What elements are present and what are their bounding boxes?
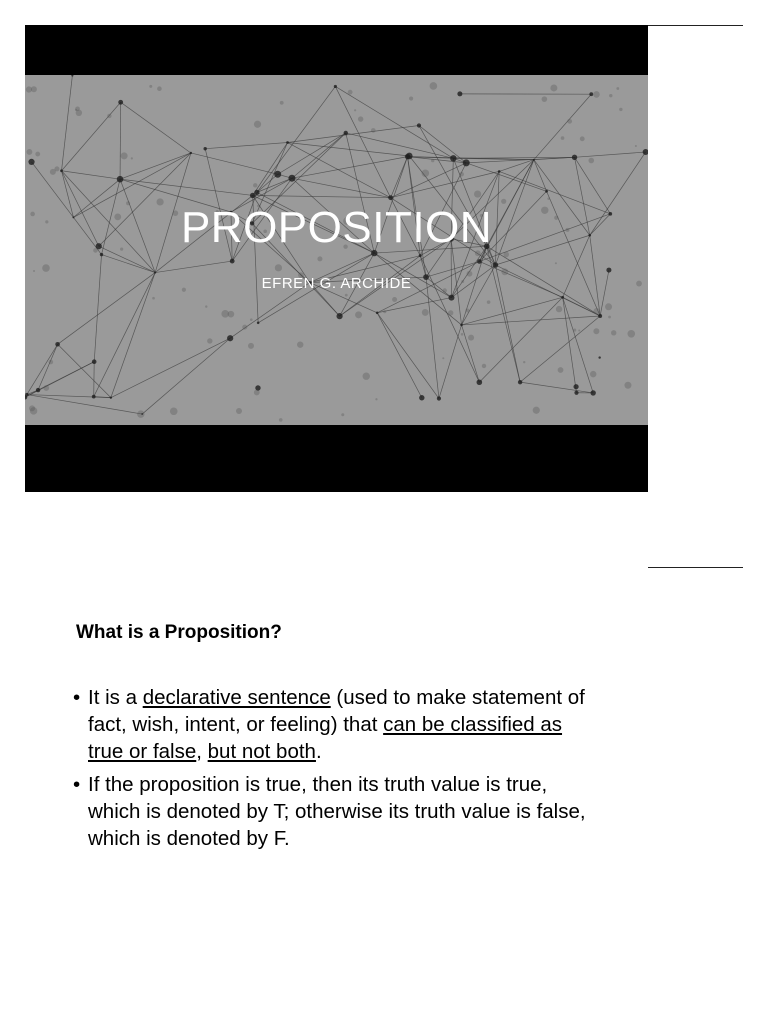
network-edge: [288, 125, 419, 142]
network-dust: [474, 190, 481, 197]
network-dust: [487, 300, 491, 304]
network-dust: [422, 169, 430, 177]
network-node: [336, 313, 342, 319]
network-edge: [377, 313, 439, 399]
notes-line-second: [648, 567, 743, 568]
network-node: [250, 193, 255, 198]
network-node: [561, 296, 564, 299]
network-node: [110, 396, 112, 398]
network-dust: [205, 305, 207, 307]
network-edge: [62, 171, 121, 179]
network-edge: [534, 160, 547, 192]
network-edge: [487, 246, 520, 382]
network-node: [100, 253, 103, 256]
network-node: [36, 388, 40, 392]
network-dust: [35, 152, 40, 157]
network-dust: [590, 371, 596, 377]
network-dust: [33, 270, 35, 272]
network-dust: [533, 407, 540, 414]
slide-subtitle: EFREN G. ARCHIDE: [261, 275, 412, 292]
network-node: [190, 152, 192, 154]
network-dust: [31, 86, 37, 92]
network-edge: [142, 338, 230, 414]
network-node: [460, 324, 463, 327]
network-node: [417, 123, 421, 127]
network-dust: [448, 310, 453, 315]
network-dust: [30, 407, 37, 414]
network-dust: [605, 303, 612, 310]
network-node: [92, 395, 96, 399]
network-node: [286, 141, 289, 144]
network-dust: [375, 398, 377, 400]
network-dust: [317, 256, 322, 261]
network-dust: [611, 330, 616, 335]
network-node: [574, 391, 578, 395]
network-dust: [392, 297, 397, 302]
network-dust: [461, 333, 464, 336]
network-dust: [550, 84, 557, 91]
network-edge: [120, 179, 253, 195]
network-edge: [534, 94, 591, 159]
network-node: [498, 170, 501, 173]
network-edge: [94, 255, 101, 362]
network-dust: [542, 96, 548, 102]
network-dust: [341, 413, 344, 416]
network-dust: [593, 91, 600, 98]
network-node: [477, 259, 482, 264]
network-dust: [354, 109, 356, 111]
network-dust: [430, 82, 438, 90]
network-dust: [555, 262, 557, 264]
network-node: [154, 271, 156, 273]
network-edge: [62, 102, 121, 170]
underlined-term: can be classified as true or false: [88, 713, 563, 763]
network-node: [419, 395, 424, 400]
network-edge: [563, 297, 594, 393]
network-edge: [288, 143, 391, 198]
network-dust: [561, 136, 565, 140]
network-edge: [205, 143, 287, 149]
network-node: [606, 268, 611, 273]
network-dust: [297, 341, 303, 347]
network-node: [598, 314, 602, 318]
network-dust: [248, 343, 254, 349]
bullet-text: ,: [196, 740, 208, 763]
network-dust: [253, 183, 257, 187]
network-node: [60, 169, 63, 172]
network-dust: [355, 311, 362, 318]
network-dust: [482, 364, 486, 368]
slide-title: PROPOSITION: [180, 203, 493, 252]
network-dust: [157, 86, 162, 91]
network-node: [643, 149, 648, 155]
bullet-marker: •: [73, 773, 81, 796]
network-node: [230, 259, 235, 264]
network-edge: [155, 261, 232, 272]
network-node: [376, 311, 379, 314]
notes-line-top: [648, 25, 743, 26]
network-edge: [253, 195, 391, 197]
network-node: [450, 155, 456, 161]
network-edge: [38, 344, 58, 390]
network-node: [448, 295, 454, 301]
network-edge: [462, 297, 563, 325]
network-dust: [556, 306, 562, 312]
network-node: [598, 356, 600, 358]
network-edge: [58, 344, 111, 397]
network-dust: [624, 382, 631, 389]
network-edge: [27, 395, 142, 415]
network-edge: [462, 325, 480, 382]
network-dust: [43, 385, 49, 391]
network-node: [334, 85, 337, 88]
network-node: [572, 155, 577, 160]
network-dust: [371, 128, 376, 133]
bullet-item: [73, 771, 593, 852]
network-edge: [120, 102, 121, 179]
network-node: [419, 254, 422, 257]
network-dust: [121, 152, 128, 159]
network-dust: [107, 114, 111, 118]
network-edge: [62, 76, 73, 171]
bullet-item: [73, 684, 593, 765]
network-dust: [170, 407, 178, 415]
network-edge: [94, 397, 111, 398]
title-slide: [25, 25, 648, 492]
network-node: [203, 147, 206, 150]
network-dust: [422, 309, 429, 316]
network-dust: [588, 158, 594, 164]
network-node: [437, 396, 441, 400]
network-edge: [253, 143, 288, 196]
network-edge: [346, 133, 454, 158]
network-dust: [54, 166, 59, 171]
network-node: [92, 359, 97, 364]
network-node: [288, 175, 295, 182]
network-node: [463, 159, 470, 166]
network-dust: [616, 87, 619, 90]
network-dust: [27, 149, 33, 155]
network-dust: [580, 136, 585, 141]
network-dust: [593, 308, 599, 314]
network-dust: [409, 96, 413, 100]
network-node: [533, 159, 535, 161]
network-dust: [275, 264, 282, 271]
network-dust: [465, 308, 469, 312]
network-node: [545, 190, 548, 193]
network-dust: [459, 172, 464, 177]
network-dust: [137, 410, 144, 417]
network-dust: [578, 330, 580, 332]
network-node: [254, 190, 259, 195]
network-dust: [468, 335, 474, 341]
network-dust: [42, 264, 50, 272]
network-dust: [627, 330, 635, 338]
network-node: [118, 100, 123, 105]
bullet-marker: •: [73, 686, 81, 709]
network-dust: [547, 197, 550, 200]
network-edge: [391, 157, 408, 198]
network-edge: [257, 86, 335, 192]
network-edge: [121, 102, 191, 153]
network-edge: [479, 297, 562, 382]
network-dust: [442, 357, 444, 359]
network-edge: [391, 163, 467, 198]
underlined-term: declarative sentence: [142, 686, 331, 709]
network-node: [518, 380, 522, 384]
network-dust: [250, 318, 253, 321]
network-edge: [520, 382, 593, 393]
network-node: [71, 75, 73, 77]
network-dust: [635, 145, 637, 147]
network-node: [117, 176, 124, 183]
network-node: [493, 262, 499, 268]
network-edge: [575, 152, 646, 157]
network-dust: [567, 119, 572, 124]
network-dust: [345, 294, 348, 297]
network-dust: [236, 408, 242, 414]
network-edge: [292, 157, 408, 179]
network-dust: [207, 338, 212, 343]
network-dust: [593, 328, 599, 334]
network-node: [28, 159, 34, 165]
bullet-text: If the proposition is true, then its truth value is true, which is denoted by T; otherwise its truth value is false, which is denoted by F.: [88, 773, 586, 850]
network-node: [457, 91, 462, 96]
network-dust: [131, 157, 133, 159]
network-dust: [152, 297, 155, 300]
bullet-text: .: [315, 740, 322, 763]
network-dust: [75, 107, 80, 112]
network-dust: [609, 94, 612, 97]
bullet-text: (used to make statement of fact, wish, intent, or feeling) that: [88, 686, 585, 736]
network-node: [274, 171, 281, 178]
network-node: [25, 393, 28, 396]
content-slide-title: What is a Proposition?: [76, 622, 282, 643]
network-node: [590, 390, 595, 395]
network-node: [257, 321, 260, 324]
bullet-text: It is a: [88, 686, 143, 709]
network-dust: [149, 85, 152, 88]
network-dust: [523, 361, 525, 363]
network-dust: [242, 325, 247, 330]
underlined-term: but not both: [207, 740, 316, 763]
network-node: [589, 92, 593, 96]
network-dust: [254, 390, 260, 396]
network-node: [227, 335, 233, 341]
network-edge: [292, 133, 346, 178]
network-edge: [27, 344, 58, 394]
network-dust: [221, 310, 229, 318]
network-node: [477, 379, 483, 385]
network-dust: [573, 328, 576, 331]
network-dust: [254, 121, 261, 128]
network-edge: [292, 178, 391, 198]
network-dust: [619, 108, 622, 111]
network-dust: [608, 316, 611, 319]
network-dust: [49, 360, 54, 365]
network-dust: [280, 101, 284, 105]
network-edge: [377, 313, 422, 398]
network-edge: [191, 153, 278, 174]
network-edge: [377, 298, 451, 313]
network-dust: [558, 367, 564, 373]
network-dust: [383, 310, 386, 313]
content-slide: [25, 570, 648, 970]
bullet-list: [73, 684, 593, 858]
network-node: [344, 131, 348, 135]
network-edge: [120, 153, 191, 179]
network-dust: [363, 373, 370, 380]
network-edge: [391, 171, 500, 197]
network-dust: [348, 90, 353, 95]
network-node: [55, 342, 60, 347]
network-node: [573, 384, 578, 389]
network-dust: [431, 159, 434, 162]
network-dust: [279, 418, 283, 422]
network-edge: [439, 325, 462, 399]
network-node: [388, 195, 393, 200]
network-dust: [358, 116, 363, 121]
network-node: [406, 153, 413, 160]
network-edge: [462, 316, 601, 325]
network-edge: [257, 174, 278, 192]
network-edge: [426, 277, 439, 398]
